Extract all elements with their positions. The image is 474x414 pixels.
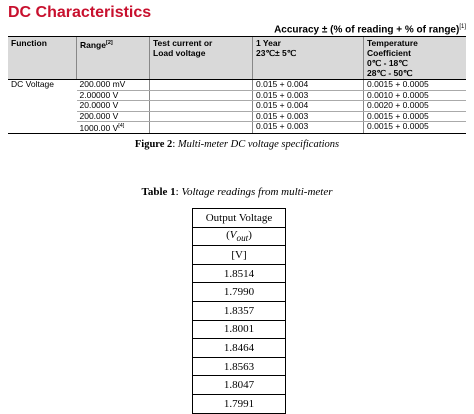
voltage-symbol: $(V_{out})$ <box>193 227 286 246</box>
voltage-value: 1.8047 <box>193 376 286 395</box>
spec-row <box>8 111 466 122</box>
range-cell: 200.000 V <box>77 111 150 122</box>
section-title: DC Characteristics <box>8 4 152 21</box>
temp-cell: 0.0020 + 0.0005 <box>364 101 467 112</box>
range-cell: 2.00000 V <box>77 90 150 101</box>
header-test-current <box>150 37 253 80</box>
function-cell <box>8 101 77 112</box>
header-range <box>77 37 150 80</box>
header-function: Function <box>8 37 77 80</box>
voltage-value: 1.8514 <box>193 264 286 283</box>
accuracy-footnote: [1] <box>459 24 466 30</box>
spec-row <box>8 101 466 112</box>
temp-cell: 0.0015 + 0.0005 <box>364 111 467 122</box>
one-year-cell: 0.015 + 0.003 <box>253 111 364 122</box>
spec-row <box>8 80 466 91</box>
table-caption-label: Table 1 <box>141 186 176 198</box>
spec-row <box>8 90 466 101</box>
function-cell <box>8 122 77 134</box>
header-temp-line2: Coefficient <box>367 48 411 58</box>
header-temp-line1: Temperature <box>367 38 418 48</box>
temp-cell: 0.0010 + 0.0005 <box>364 90 467 101</box>
test-current-cell <box>150 122 253 134</box>
header-range-text: Range <box>80 39 106 50</box>
one-year-cell: 0.015 + 0.003 <box>253 90 364 101</box>
table-caption: Table 1: Voltage readings from multi-meter <box>141 186 333 198</box>
voltage-symbol-sub: out <box>236 233 249 244</box>
voltage-symbol-base: V <box>229 229 237 242</box>
function-label: DC Voltage <box>11 79 54 89</box>
header-temp-line3: 0℃ - 18℃ <box>367 58 408 68</box>
header-one-year-line1: 1 Year <box>256 38 281 48</box>
test-current-cell <box>150 101 253 112</box>
spec-header-row <box>8 37 466 80</box>
temp-cell: 0.0015 + 0.0005 <box>364 80 467 91</box>
header-range-note: [2] <box>105 40 113 46</box>
function-cell <box>8 111 77 122</box>
range-cell <box>77 122 150 134</box>
range-value: 1000.00 V <box>79 122 119 133</box>
figure-caption-label: Figure 2 <box>134 139 173 150</box>
voltage-value: 1.7990 <box>193 283 286 302</box>
test-current-cell <box>150 111 253 122</box>
voltage-value: 1.8563 <box>193 357 286 376</box>
voltage-value: 1.8001 <box>193 320 286 339</box>
header-test-current-line1: Test current or <box>153 38 213 48</box>
range-cell: 200.000 mV <box>77 80 150 91</box>
header-test-current-line2: Load voltage <box>153 48 206 58</box>
test-current-cell <box>150 80 253 91</box>
function-cell <box>8 90 77 101</box>
temp-cell: 0.0015 + 0.0005 <box>364 122 467 134</box>
header-one-year-line2: 23℃± 5℃ <box>256 48 297 58</box>
voltage-header: Output Voltage <box>193 209 286 228</box>
spec-row <box>8 122 466 134</box>
figure-caption: Figure 2: Multi-meter DC voltage specifications <box>134 139 340 150</box>
one-year-cell: 0.015 + 0.003 <box>253 122 364 134</box>
header-one-year <box>253 37 364 80</box>
test-current-cell <box>150 90 253 101</box>
figure-caption-text: Multi-meter DC voltage specifications <box>177 139 340 150</box>
range-cell: 20.0000 V <box>77 101 150 112</box>
voltage-value: 1.8357 <box>193 301 286 320</box>
table-caption-text: Voltage readings from multi-meter <box>181 186 333 198</box>
voltage-unit: [V] <box>193 246 286 265</box>
dc-spec-table <box>8 36 466 134</box>
header-temp-coefficient <box>364 37 467 80</box>
one-year-cell: 0.015 + 0.004 <box>253 80 364 91</box>
accuracy-header-text: Accuracy ± (% of reading + % of range) <box>274 24 460 36</box>
voltage-table <box>192 208 286 414</box>
header-temp-line4: 28℃ - 50℃ <box>367 68 413 78</box>
range-note: [4] <box>118 123 125 129</box>
one-year-cell: 0.015 + 0.004 <box>253 101 364 112</box>
voltage-value: 1.8464 <box>193 339 286 358</box>
accuracy-header <box>274 24 466 35</box>
voltage-value: 1.7991 <box>193 394 286 413</box>
